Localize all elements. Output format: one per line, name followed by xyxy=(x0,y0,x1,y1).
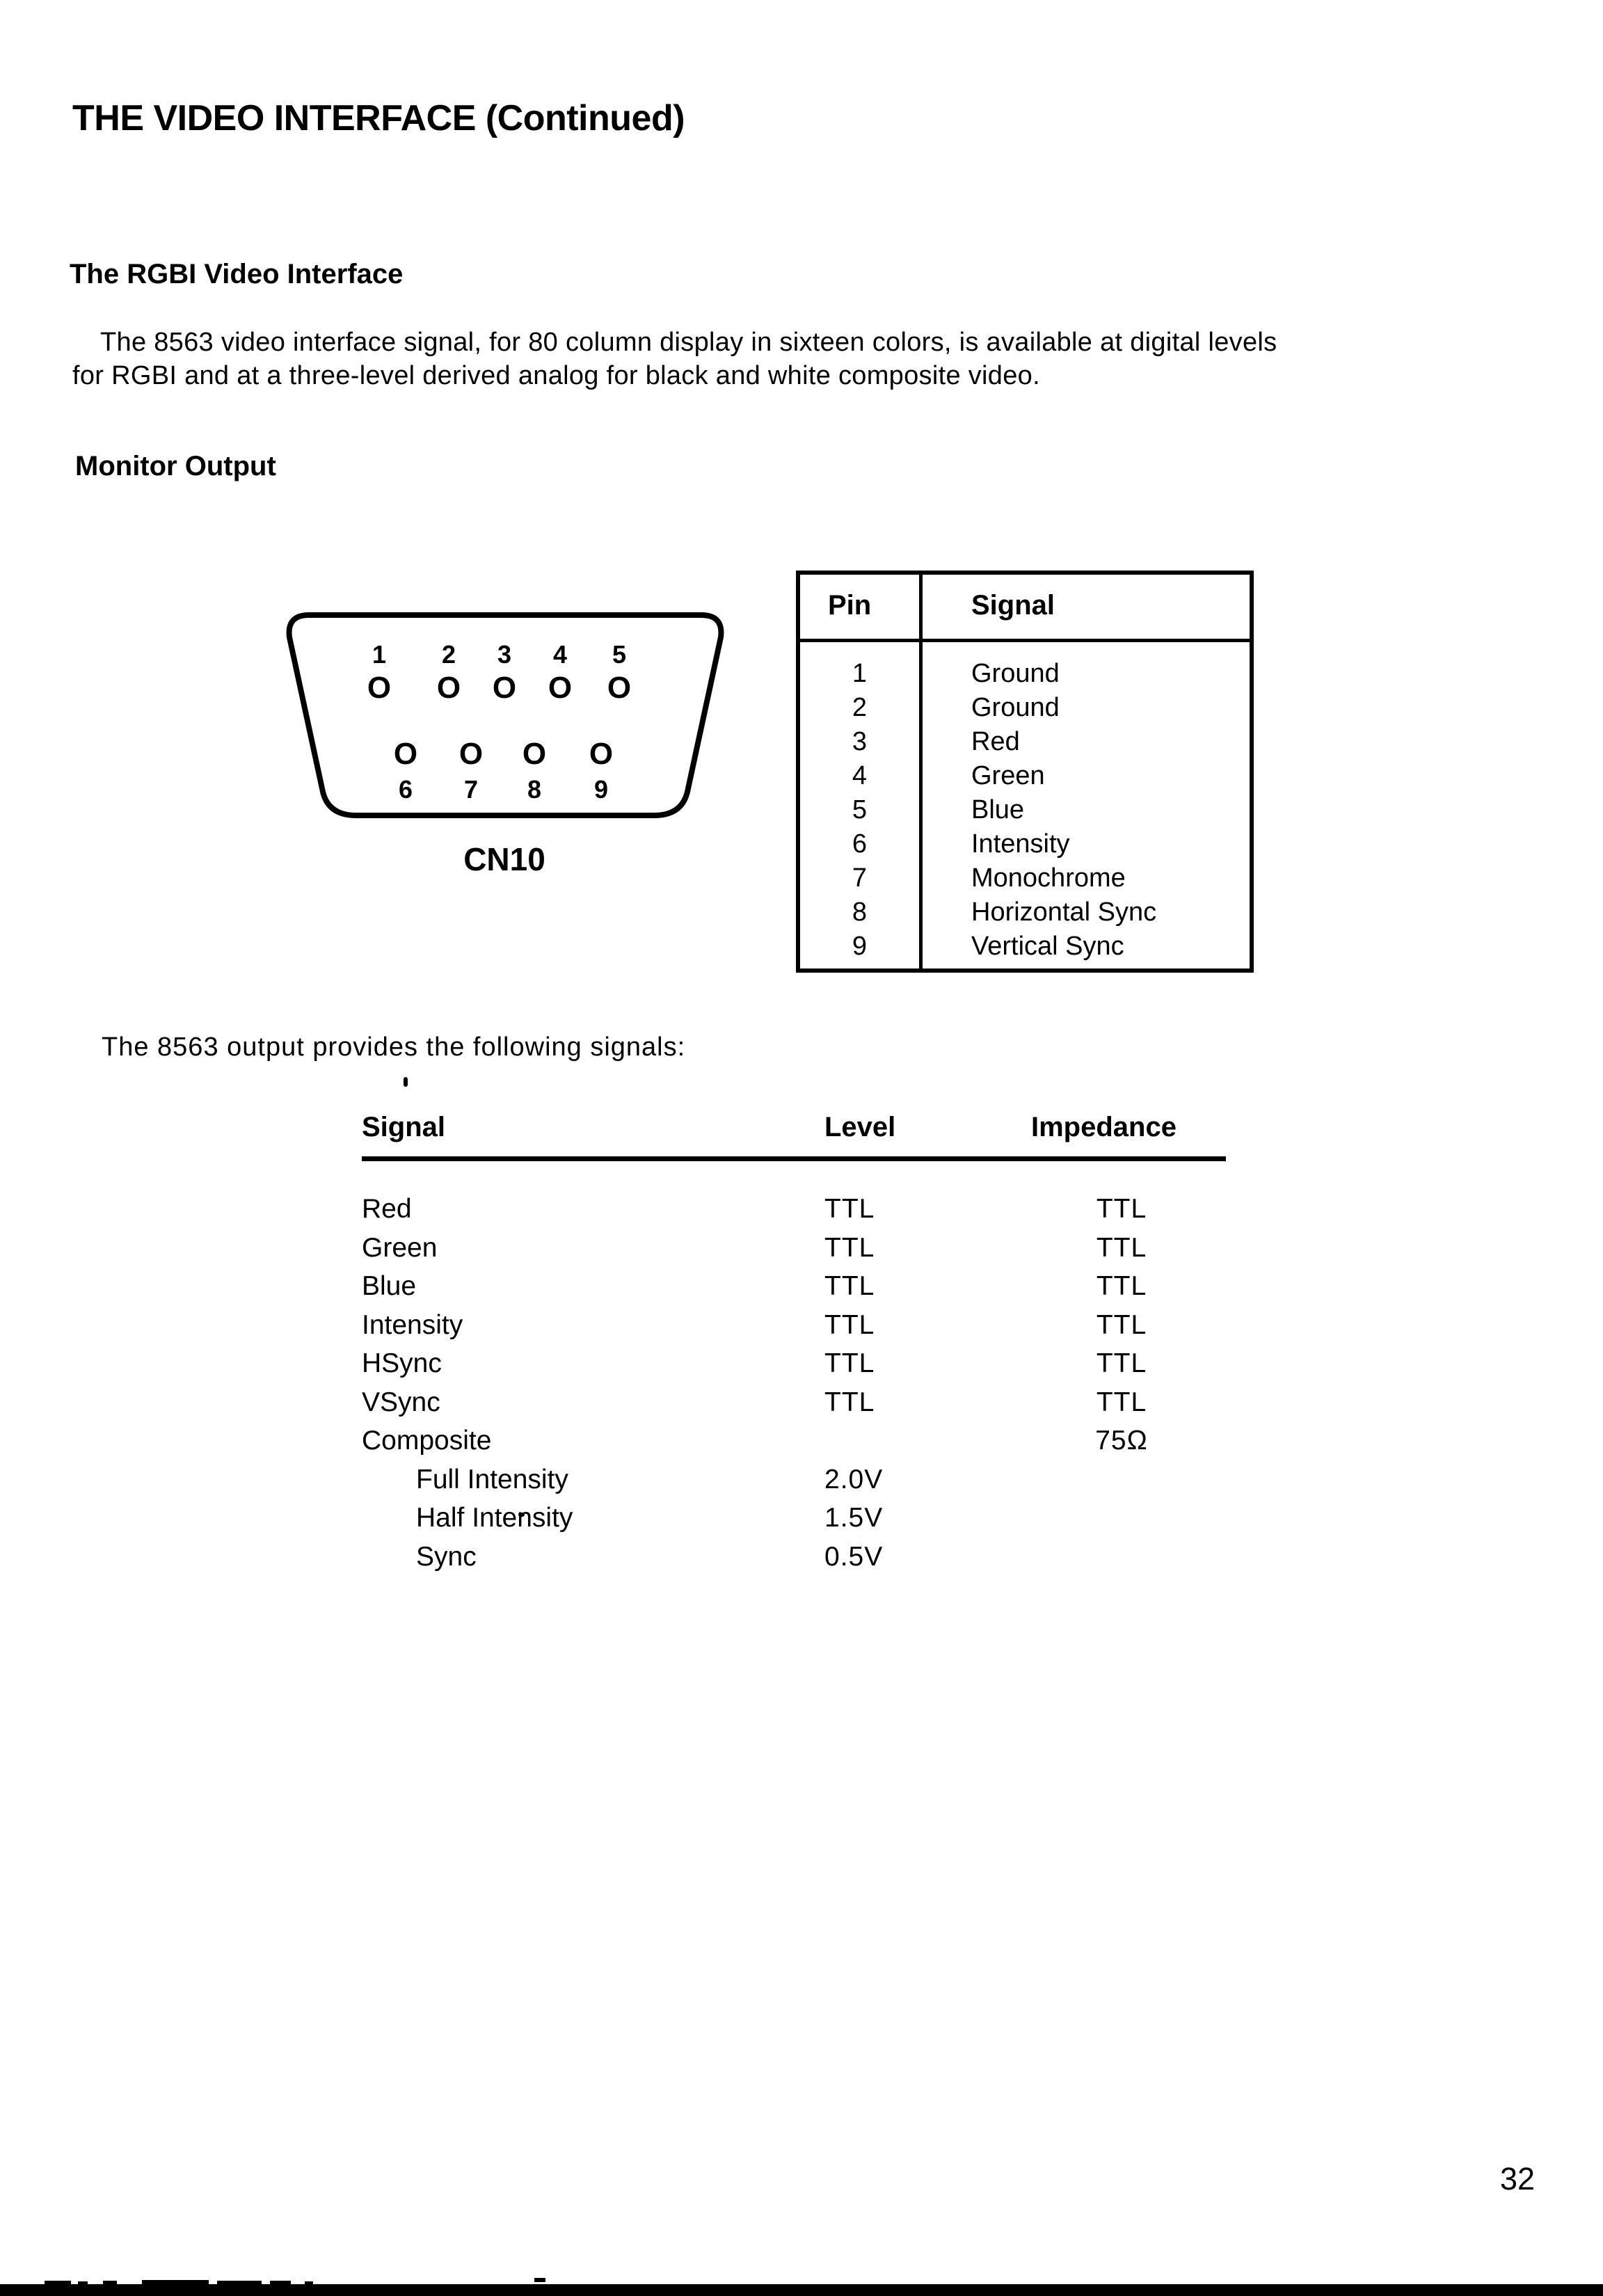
connector-name-label: CN10 xyxy=(463,841,545,877)
signal-cell: Red xyxy=(971,727,1020,756)
level-cell: TTL xyxy=(824,1194,875,1224)
level-cell: 1.5V xyxy=(824,1503,884,1533)
pin-label-4: 4 xyxy=(552,640,568,669)
signal-cell: Sync xyxy=(416,1541,477,1572)
rgbi-section-heading: The RGBI Video Interface xyxy=(70,259,404,289)
scan-notch xyxy=(305,2281,313,2285)
signal-cell: Ground xyxy=(971,659,1060,688)
pin-cell: 6 xyxy=(852,829,868,859)
table-row xyxy=(800,659,1250,693)
impedance-cell: TTL xyxy=(1096,1232,1147,1263)
level-cell: 0.5V xyxy=(824,1541,884,1572)
signal-cell: Ground xyxy=(971,693,1060,722)
impedance-cell: TTL xyxy=(1096,1271,1147,1301)
signal-spec-table-header xyxy=(362,1112,1238,1156)
pin-signal-table-body xyxy=(800,642,1250,966)
table-row xyxy=(362,1503,1238,1542)
pin-hole-4-icon: O xyxy=(548,671,573,705)
rgbi-paragraph-line-1: The 8563 video interface signal, for 80 column display in sixteen colors, is available at digital levels xyxy=(100,328,1277,357)
pin-hole-5-icon: O xyxy=(607,671,632,705)
signal-cell: Intensity xyxy=(971,829,1070,859)
scan-notch xyxy=(78,2281,88,2285)
signal-cell: VSync xyxy=(362,1387,440,1417)
level-cell: 2.0V xyxy=(824,1464,884,1494)
pin-signal-table-header xyxy=(800,575,1250,642)
spec-signal-column-header: Signal xyxy=(362,1112,446,1142)
table-header-rule xyxy=(362,1156,1226,1161)
pin-cell: 7 xyxy=(852,863,868,893)
signal-cell: Intensity xyxy=(362,1309,463,1340)
signal-spec-table-body xyxy=(362,1194,1238,1580)
table-row xyxy=(800,795,1250,829)
level-cell: TTL xyxy=(824,1271,875,1301)
pin-cell: 2 xyxy=(852,693,868,722)
impedance-cell: TTL xyxy=(1096,1194,1147,1224)
rgbi-paragraph-line-2: for RGBI and at a three-level derived analog for black and white composite video. xyxy=(72,361,1040,390)
pin-column-header: Pin xyxy=(828,590,872,621)
signal-cell: Vertical Sync xyxy=(971,932,1124,961)
impedance-cell: TTL xyxy=(1096,1309,1147,1340)
pin-label-8: 8 xyxy=(527,775,542,804)
pin-hole-9-icon: O xyxy=(589,737,614,771)
pin-label-1: 1 xyxy=(372,640,387,669)
signal-cell: Composite xyxy=(362,1426,492,1456)
scan-notch xyxy=(142,2280,209,2285)
pin-label-2: 2 xyxy=(441,640,456,669)
table-row xyxy=(800,693,1250,727)
table-row xyxy=(362,1426,1238,1465)
scan-notch xyxy=(270,2281,291,2285)
rgbi-paragraph xyxy=(72,326,1568,392)
table-row xyxy=(800,863,1250,898)
level-cell: TTL xyxy=(824,1309,875,1340)
spec-level-column-header: Level xyxy=(824,1112,896,1142)
table-row xyxy=(362,1465,1238,1504)
signal-column-header: Signal xyxy=(971,590,1055,621)
pin-label-9: 9 xyxy=(593,775,609,804)
table-row xyxy=(362,1233,1238,1272)
table-row xyxy=(362,1271,1238,1310)
pin-hole-1-icon: O xyxy=(367,671,392,705)
pin-hole-6-icon: O xyxy=(393,737,418,771)
impedance-cell: 75Ω xyxy=(1095,1426,1148,1456)
pin-signal-table xyxy=(796,571,1254,973)
impedance-cell: TTL xyxy=(1096,1387,1147,1417)
signal-cell: Full Intensity xyxy=(416,1464,568,1494)
pin-label-3: 3 xyxy=(497,640,512,669)
signal-spec-table xyxy=(362,1112,1238,1599)
signal-cell: Monochrome xyxy=(971,863,1126,893)
level-cell: TTL xyxy=(824,1387,875,1417)
signal-cell: Horizontal Sync xyxy=(971,898,1157,927)
pin-label-6: 6 xyxy=(398,775,413,804)
table-row xyxy=(800,829,1250,863)
table-row xyxy=(800,727,1250,761)
pin-cell: 8 xyxy=(852,898,868,927)
level-cell: TTL xyxy=(824,1348,875,1378)
signal-cell: HSync xyxy=(362,1348,442,1378)
pin-hole-7-icon: O xyxy=(458,737,484,771)
spec-impedance-column-header: Impedance xyxy=(1031,1112,1177,1142)
signal-cell: Blue xyxy=(971,795,1025,824)
impedance-cell: TTL xyxy=(1096,1348,1147,1378)
table-row xyxy=(800,898,1250,932)
monitor-output-heading: Monitor Output xyxy=(75,451,276,481)
table-column-divider xyxy=(919,575,923,968)
table-row xyxy=(362,1310,1238,1349)
signal-cell: Red xyxy=(362,1194,412,1224)
signal-cell: Green xyxy=(971,761,1045,790)
scan-edge-bar xyxy=(0,2284,1603,2296)
scan-notch xyxy=(217,2281,262,2285)
scan-speck xyxy=(404,1077,408,1087)
signals-intro-text: The 8563 output provides the following signals: xyxy=(102,1033,686,1062)
table-row xyxy=(800,761,1250,795)
pin-cell: 3 xyxy=(852,727,868,756)
pin-hole-8-icon: O xyxy=(522,737,547,771)
level-cell: TTL xyxy=(824,1232,875,1263)
db9-connector-diagram xyxy=(284,609,726,821)
pin-label-7: 7 xyxy=(463,775,479,804)
pin-hole-3-icon: O xyxy=(492,671,517,705)
page-title: THE VIDEO INTERFACE (Continued) xyxy=(72,98,685,138)
table-row xyxy=(800,932,1250,966)
signal-cell: Green xyxy=(362,1232,438,1263)
table-row xyxy=(362,1348,1238,1387)
pin-cell: 9 xyxy=(852,932,868,961)
scan-notch xyxy=(534,2278,545,2282)
table-row xyxy=(362,1542,1238,1581)
signal-cell: Half Intensity xyxy=(416,1503,573,1533)
pin-cell: 4 xyxy=(852,761,868,790)
pin-label-5: 5 xyxy=(612,640,627,669)
pin-cell: 5 xyxy=(852,795,868,824)
pin-cell: 1 xyxy=(852,659,868,688)
page-number: 32 xyxy=(1500,2161,1536,2197)
scan-notch xyxy=(45,2281,71,2285)
signal-cell: Blue xyxy=(362,1271,417,1301)
table-row xyxy=(362,1194,1238,1233)
scan-notch xyxy=(103,2281,117,2285)
pin-hole-2-icon: O xyxy=(436,671,461,705)
table-row xyxy=(362,1387,1238,1426)
